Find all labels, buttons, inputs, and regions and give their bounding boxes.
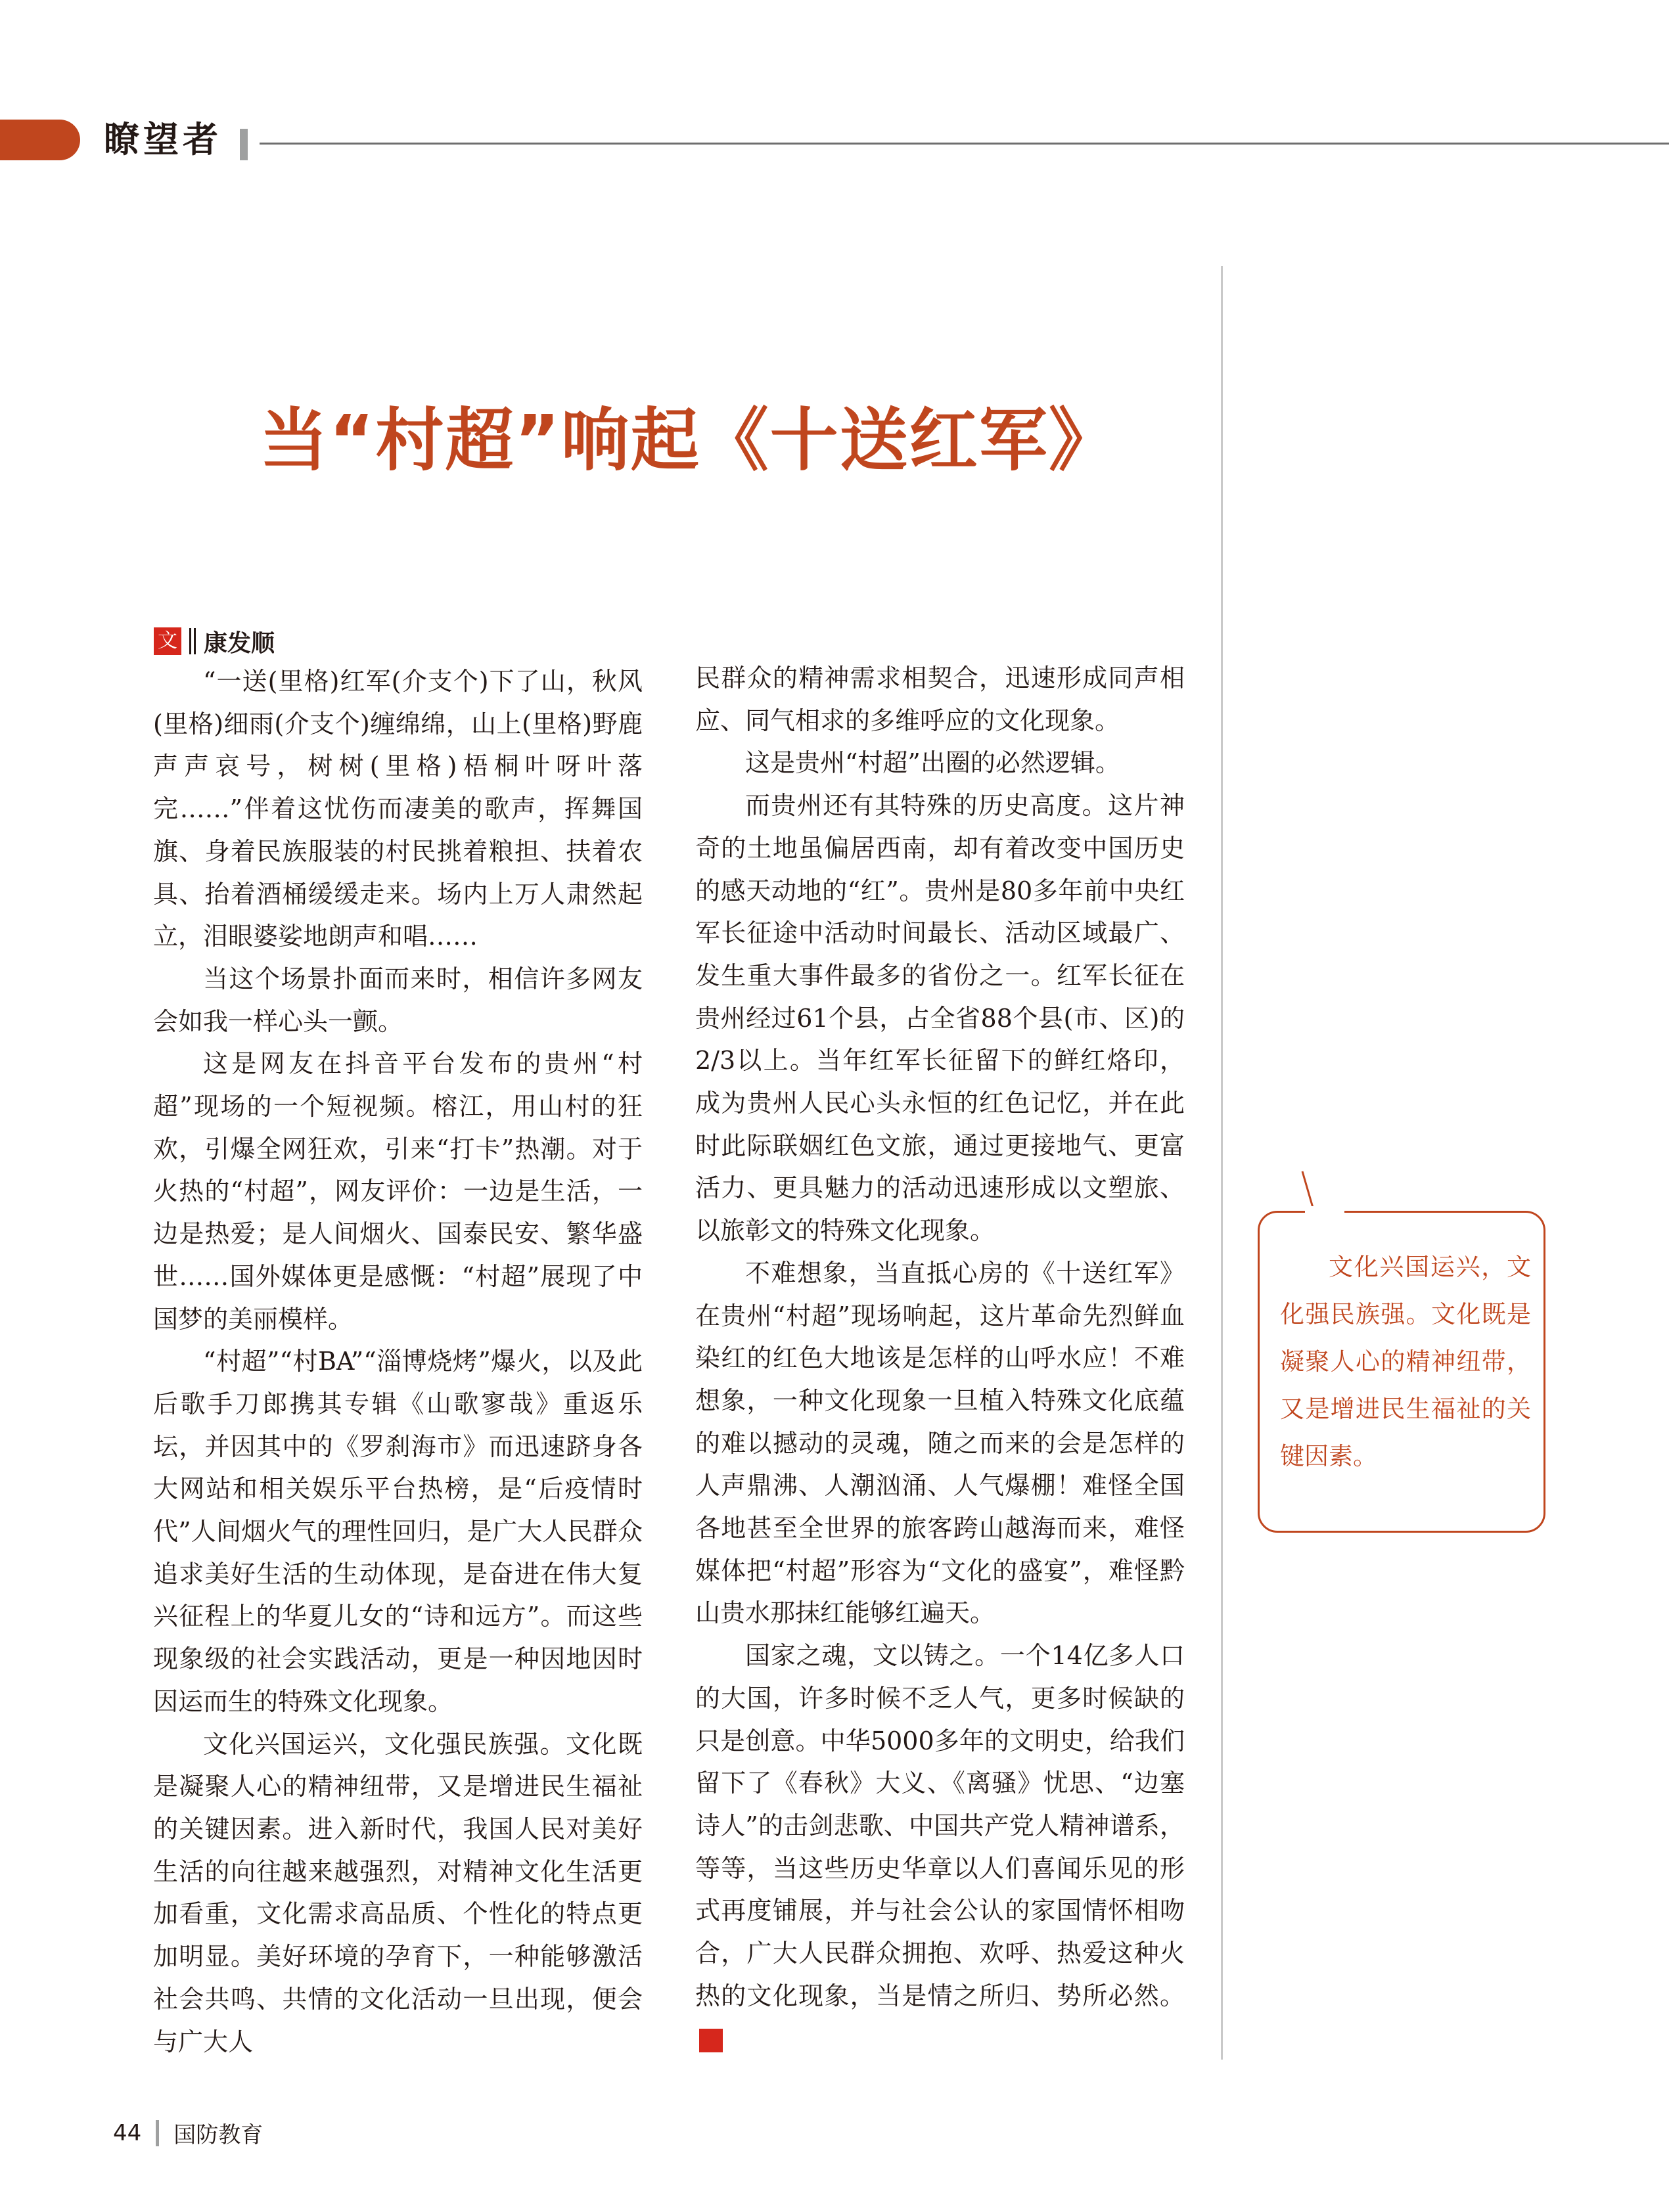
byline-mark: 文: [154, 627, 181, 655]
magazine-name: 国防教育: [173, 2122, 263, 2148]
article-column-left: [153, 660, 643, 2063]
paragraph: 而贵州还有其特殊的历史高度。这片神奇的土地虽偏居西南，却有着改变中国历史的感天动地的“红”。贵州是80多年前中央红军长征途中活动时间最长、活动区域最广、发生重大事件最多的省份之一。红军长征在贵州经过61个县，占全省88个县(市、区)的2/3以上。当年红军长征留下的鲜红烙印，成为贵州人民心头永恒的红色记忆，并在此时此际联姻红色文旅，通过更接地气、更富活力、更具魅力的活动迅速形成以文塑旅、以旅彰文的特殊文化现象。: [695, 791, 1185, 1246]
end-mark-icon: G: [699, 2029, 723, 2052]
author-name: 康发顺: [204, 629, 275, 657]
speech-bubble-gap: [1305, 1206, 1344, 1215]
byline: [154, 621, 275, 661]
section-title: 瞭望者: [104, 119, 222, 160]
article-column-right: [695, 657, 1185, 2060]
header-rule: [260, 143, 1669, 145]
paragraph: 这是贵州“村超”出圈的必然逻辑。: [745, 748, 1120, 778]
paragraph: 当这个场景扑面而来时，相信许多网友会如我一样心头一颤。: [153, 964, 643, 1036]
paragraph: “村超”“村BA”“淄博烧烤”爆火，以及此后歌手刀郎携其专辑《山歌寥哉》重返乐坛，并因其中的《罗刹海市》而迅速跻身各大网站和相关娱乐平台热榜，是“后疫情时代”人间烟火气的理性回归，是广大人民群众追求美好生活的生动体现，是奋进在伟大复兴征程上的华夏儿女的“诗和远方”。而这些现象级的社会实践活动，更是一种因地因时因运而生的特殊文化现象。: [153, 1347, 643, 1716]
paragraph: 这是网友在抖音平台发布的贵州“村超”现场的一个短视频。榕江，用山村的狂欢，引爆全网狂欢，引来“打卡”热潮。对于火热的“村超”，网友评价：一边是生活，一边是热爱；是人间烟火、国泰民安、繁华盛世……国外媒体更是感慨：“村超”展现了中国梦的美丽模样。: [153, 1049, 643, 1334]
byline-separator: [189, 628, 196, 654]
paragraph: “一送(里格)红军(介支个)下了山，秋风(里格)细雨(介支个)缠绵绵，山上(里格)野鹿声声哀号，树树(里格)梧桐叶呀叶落完……”伴着这忧伤而凄美的歌声，挥舞国旗、身着民族服装的村民挑着粮担、扶着农具、抬着酒桶缓缓走来。场内上万人肃然起立，泪眼婆娑地朗声和唱……: [153, 667, 643, 951]
section-color-bar: [0, 120, 80, 160]
paragraph: 文化兴国运兴，文化强民族强。文化既是凝聚人心的精神纽带，又是增进民生福祉的关键因素。进入新时代，我国人民对美好生活的向往越来越强烈，对精神文化生活更加看重，文化需求高品质、个性化的特点更加明显。美好环境的孕育下，一种能够激活社会共鸣、共情的文化活动一旦出现，便会与广大人: [153, 1729, 643, 2056]
footer-separator: [156, 2120, 159, 2146]
page-footer: [113, 2117, 263, 2149]
section-divider-tick: [240, 129, 248, 160]
paragraph: 不难想象，当直抵心房的《十送红军》在贵州“村超”现场响起，这片革命先烈鲜血染红的红色大地该是怎样的山呼水应！不难想象，一种文化现象一旦植入特殊文化底蕴的难以撼动的灵魂，随之而来的会是怎样的人声鼎沸、人潮汹涌、人气爆棚！难怪全国各地甚至全世界的旅客跨山越海而来，难怪媒体把“村超”形容为“文化的盛宴”，难怪黔山贵水那抹红能够红遍天。: [695, 1258, 1185, 1628]
paragraph-last: [695, 1635, 1185, 2060]
column-divider: [1221, 266, 1223, 2060]
page-number: 44: [113, 2119, 142, 2146]
paragraph-text: 国家之魂，文以铸之。一个14亿多人口的大国，许多时候不乏人气，更多时候缺的只是创意。中华5000多年的文明史，给我们留下了《春秋》大义、《离骚》忧思、“边塞诗人”的击剑悲歌、中国共产党人精神谱系，等等，当这些历史华章以人们喜闻乐见的形式再度铺展，并与社会公认的家国情怀相吻合，广大人民群众拥抱、欢呼、热爱这种火热的文化现象，当是情之所归、势所必然。: [695, 1641, 1185, 2010]
pull-quote-text: 文化兴国运兴，文化强民族强。文化既是凝聚人心的精神纽带，又是增进民生福祉的关键因素。: [1280, 1253, 1531, 1470]
article-title: 当“村超”响起《十送红军》: [260, 400, 1118, 480]
paragraph-continued: 民群众的精神需求相契合，迅速形成同声相应、同气相求的多维呼应的文化现象。: [695, 664, 1185, 735]
